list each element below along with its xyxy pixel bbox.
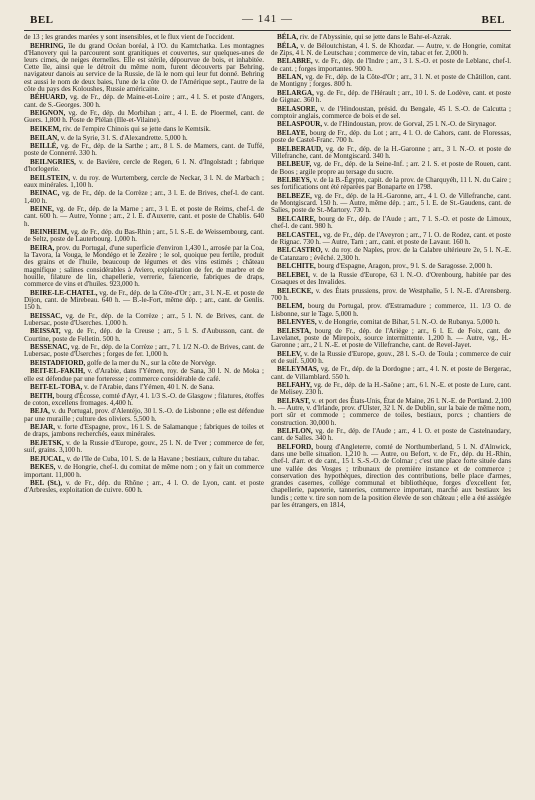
dictionary-entry bbox=[24, 126, 264, 133]
entry-text: v. de Béloutchistan, 4 l. S. de Khozdar. — Autre, v. de Hongrie, comitat de Zips, 4 l. N. de Leutschau ; commerce de vin, tabac et fer. 2,000 h. bbox=[271, 41, 511, 57]
entry-text: v. de la Russie d'Europe, 63 l. N.-O. d'Orenbourg, habitée par des Cosaques et des Invalides. bbox=[271, 270, 511, 287]
page-number: — 141 — bbox=[242, 13, 293, 25]
entry-text: vg. de Fr., dép. de la Corrèze ; arr., 7 l. 1/2 N.-O. de Brives, cant. de Lubersac, poste d'Userches ; forges de fer. 1,000 h. bbox=[24, 343, 264, 359]
dictionary-entry bbox=[24, 424, 264, 438]
dictionary-entry bbox=[271, 366, 511, 380]
entry-text: v. de Hongrie, chef-l. du comitat de même nom ; on y fait un commerce important. 11,000 h. bbox=[24, 463, 264, 479]
dictionary-entry bbox=[271, 216, 511, 230]
entry-headword: BELBERAUD, bbox=[277, 144, 323, 153]
entry-text: vg. de Fr., dép. de la Marne ; arr., 3 l. E. et poste de Reims, chef-l. de cant. 600 h. — Autre, Yonne ; arr., 2 l. E. d'Auxerre, cant. et poste de Chablis. 640 h. bbox=[24, 205, 264, 228]
entry-headword: BEKES, bbox=[30, 463, 56, 472]
entry-headword: BELARGA, bbox=[277, 88, 314, 97]
entry-text: de 13 ; les grandes marées y sont insensibles, et le flux vient de l'occident. bbox=[24, 33, 235, 41]
entry-headword: BEINAC, bbox=[30, 189, 60, 198]
entry-text: v. de Fr., dép. de l'Indre ; arr., 3 l. S.-O. et poste de Leblanc, chef-l. de cant. ; forges importantes. 900 h. bbox=[271, 57, 511, 73]
page-columns bbox=[24, 34, 511, 510]
entry-headword: BEINE, bbox=[30, 205, 54, 214]
header-right-keyword: BEL bbox=[481, 14, 505, 26]
header-left-keyword: BEL bbox=[30, 14, 54, 26]
entry-text: v. de la B.-Égypte, capit. de la prov. de Charquyéh, 11 l. N. du Caire ; ses fortifications ont été réparées par Bonaparte en 1798. bbox=[271, 176, 511, 192]
entry-headword: BELBEZE, bbox=[277, 191, 312, 200]
entry-headword: BELFORD, bbox=[277, 442, 314, 451]
entry-headword: BELAYE, bbox=[277, 128, 308, 137]
entry-text: vg. de Fr., dép. du Bas-Rhin ; arr., 5 l. S.-E. de Weissembourg, cant. de Seltz, poste de Lauterbourg. 1,000 h. bbox=[24, 228, 264, 244]
entry-headword: BEJA, bbox=[30, 407, 50, 416]
entry-text: vg. de Fr., dép. de la H.-Garonne, arr., 4 l. O. de Villefranche, cant. de Montgiscard. 150 h. — Autre, même dép. ; arr., 5 l. E. de St.-Gaudens, cant. de Salies, poste de St.-Martory. 730 h. bbox=[271, 191, 511, 215]
dictionary-entry bbox=[24, 135, 264, 142]
entry-headword: BEISTADFIORD, bbox=[30, 358, 86, 367]
entry-text: vg. de Fr., dép. du Morbihan ; arr., 4 l. E. de Ploermel, cant. de Guers. 1,800 h. Poste de Plélan (Ille-et-Vilaine). bbox=[24, 109, 264, 125]
entry-text: v. d'Arabie, dans l'Yémen, roy. de Sana, 30 l. N. de Moka ; elle est défendue par une forteresse ; commerce considérable de café. bbox=[24, 367, 265, 383]
dictionary-entry bbox=[271, 43, 511, 57]
entry-headword: BÉHUARD, bbox=[30, 93, 68, 102]
entry-headword: BELENYES, bbox=[277, 318, 317, 327]
entry-headword: BEISSAC, bbox=[30, 311, 63, 320]
entry-text: bourg d'Écosse, comté d'Ayr, 4 l. 1/3 S.-O. de Glasgow ; filatures, étoffes de coton, excellens fromages. 4,400 h. bbox=[24, 391, 265, 407]
dictionary-entry bbox=[24, 360, 264, 367]
entry-text: vg. de Fr., dép. de l'Hérault ; arr., 10 l. S. de Lodève, cant. et poste de Gignac. 360 h. bbox=[271, 88, 511, 105]
dictionary-entry bbox=[271, 351, 511, 365]
entry-text: vg. de Fr., dép. de la H.-Garonne ; arr., 3 l. N.-O. et poste de Villefranche, cant. de Montgiscard. 340 h. bbox=[271, 144, 511, 160]
dictionary-entry bbox=[24, 464, 264, 478]
dictionary-entry bbox=[271, 428, 511, 442]
entry-text: bourg d'Angleterre, comté de Northumberland, 5 l. N. d'Alnwick, dans une belle situation. 1,210 h. — Autre, ou Befort, v. de Fr., dép. du H.-Rhin, chef-l. d'arr. et de cant., 15 l. S.-S.-O. de Colmar ; c'est une place forte située dans une vallée des Vosges ; tribunaux de première instance et de commerce ; conservation des hypothèques, direction des contributions, belle place d'armes, grandes casernes, collége communal et bibliothèque, forges d'excellent fer, chapellerie, papeterie, tanneries, commerce important, marché aux bestiaux les lundis ; cette v. tire son nom de la position élevée de son château ; elle a été assiégée par les étrangers, en 1814, bbox=[271, 442, 511, 509]
entry-text: prov. du Portugal, d'une superficie d'environ 1,430 l., arrosée par la Coa, la Tavora, la Vouga, le Mondégo et le Zezère ; le sol, quoique peu fertile, produit des grains et de l'huile, beaucoup de légumes et des vins estimés ; château magnifique ; salines considérables à Aviero, exploitation de fer, de marbre et de houille, filature de lin, chapellerie, verrerie, faïencerie, fabriques de draps, commerce de vins et d'huiles. 923,000 h. bbox=[24, 243, 265, 289]
entry-headword: BÉLA, bbox=[277, 41, 299, 50]
entry-headword: BELEBEI, bbox=[277, 270, 310, 279]
dictionary-entry bbox=[24, 440, 264, 454]
entry-headword: BELCASTEL, bbox=[277, 230, 322, 239]
dictionary-entry bbox=[24, 480, 264, 494]
entry-text: v. de la Russie d'Europe, gouv., 28 l. S.-O. de Toula ; commerce de cuir et de suif. 5,000 h. bbox=[271, 349, 511, 365]
entry-headword: BEIKEM, bbox=[30, 125, 61, 133]
dictionary-entry bbox=[271, 398, 511, 427]
entry-text: île du grand Océan boréal, à l'O. du Kamtchatka. Les montagnes d'Hanovery qui la parcourent sont granitiques et couvertes, sur quelques-unes de leurs cimes, de neiges éternelles. Elle est stérile, dépourvue de bois, et inhabitée. Cette île, ainsi que le détroit du même nom, furent découverts par Behring, navigateur danois au service de la Russie, de là le nom qui leur fut donné. Behring est aussi le nom de deux baies, l'une de la côte O. de l'Amérique sept., l'autre de la côte du pays des Koloushes, Russie américaine. bbox=[24, 41, 265, 93]
entry-headword: BEIT-EL-FAKIH, bbox=[30, 367, 85, 376]
entry-text: bourg de Fr., dép. de l'Ariège ; arr., 6 l. E. de Foix, cant. de Lavelanet, poste de Mirepoix, source intermittente. 1,200 h. — Autre, vg., H.-Garonne ; arr., 2 l. N.-E. et poste de Villefranche, cant. de Revel-Jayet. bbox=[271, 326, 511, 350]
right-column bbox=[271, 34, 511, 510]
dictionary-entry bbox=[24, 328, 264, 342]
entry-text: v. de Bavière, cercle de Regen, 6 l. N. d'Ingolstadt ; fabrique d'horlogerie. bbox=[24, 157, 264, 174]
entry-headword: BELCASTRO, bbox=[277, 246, 323, 255]
dictionary-entry bbox=[271, 232, 511, 246]
entry-headword: BELASPOUR, bbox=[277, 120, 323, 129]
entry-headword: BEIGNON, bbox=[30, 109, 66, 118]
dictionary-entry bbox=[271, 272, 511, 286]
dictionary-entry bbox=[271, 177, 511, 191]
entry-headword: BEILSTEIN, bbox=[30, 173, 71, 182]
entry-text: vg. de Fr., dép. de la Côte-d'Or ; arr., 3 l. N. et poste de Châtillon, cant. de Montigny ; forges. 800 h. bbox=[271, 73, 512, 89]
entry-text: vg. de Fr., dép. de la Creuse ; arr., 5 l. S. d'Aubusson, cant. de Courtine, poste de Felletin. 500 h. bbox=[24, 327, 265, 343]
dictionary-entry bbox=[24, 384, 264, 391]
entry-headword: BELEYMAS, bbox=[277, 365, 319, 374]
dictionary-entry bbox=[271, 121, 511, 128]
entry-text: v. de l'Arabie, dans l'Yémen, 40 l. N. de Sana. bbox=[84, 383, 215, 392]
entry-text: v. du roy. de Wurtemberg, cercle de Neckar, 3 l. N. de Marbach ; eaux minérales. 1,100 h. bbox=[24, 173, 264, 189]
dictionary-entry bbox=[24, 110, 264, 124]
dictionary-entry bbox=[271, 161, 511, 175]
dictionary-entry bbox=[24, 245, 264, 288]
entry-headword: BEIT-EL-TOBA, bbox=[30, 383, 83, 392]
dictionary-entry bbox=[24, 290, 264, 312]
entry-text: vg. de Fr., dép. de la Côte-d'Or ; arr., 3 l. N.-E. et poste de Dijon, cant. de Mirebeau. 640 h. — B.-le-Fort, même dép. ; arr., cant. de Genlis. 150 h. bbox=[24, 288, 264, 312]
dictionary-entry bbox=[24, 190, 264, 204]
entry-headword: BEIRA, bbox=[30, 243, 55, 252]
entry-headword: BEITH, bbox=[30, 391, 55, 400]
dictionary-entry bbox=[271, 303, 511, 317]
entry-text: bourg du Portugal, prov. d'Estramadure ; commerce, 11. 1/3 O. de Lisbonne, sur le Tage. 5,000 h. bbox=[271, 302, 511, 318]
entry-headword: BELBEYS, bbox=[277, 176, 312, 185]
page-header bbox=[24, 12, 511, 31]
entry-headword: BEISSAT, bbox=[30, 327, 61, 336]
entry-text: v. de la Russie d'Europe, gouv., 25 l. N. de Tver ; commerce de fer, suif, grains. 3,100 h. bbox=[24, 439, 264, 455]
dictionary-entry bbox=[24, 175, 264, 189]
entry-text: v. de Fr., dép. du Rhône ; arr., 4 l. O. de Lyon, cant. et poste d'Arbresles, exploitation de cuivre. 600 h. bbox=[24, 479, 265, 495]
dictionary-entry bbox=[24, 43, 264, 94]
dictionary-entry bbox=[271, 58, 511, 72]
entry-text: v. de l'Hindoustan, prov. de Gorval, 25 l. N.-O. de Sirynagor. bbox=[323, 120, 497, 129]
entry-text: v. des États prussiens, prov. de Westphalie, 5 l. N.-E. d'Arensberg. 700 h. bbox=[271, 286, 511, 302]
entry-headword: BEIRE-LE-CHATEL, bbox=[30, 288, 98, 297]
entry-headword: BELECKE, bbox=[277, 286, 314, 295]
entry-headword: BESSENAC, bbox=[30, 343, 70, 352]
dictionary-entry bbox=[271, 328, 511, 350]
entry-headword: BEJETSK, bbox=[30, 439, 64, 448]
entry-headword: BEJUCAL, bbox=[30, 454, 65, 463]
entry-text: v. du Portugal, prov. d'Alentéjo, 30 l. S.-O. de Lisbonne ; elle est défendue par une muraille ; culture des oliviers. 5,500 h. bbox=[24, 407, 264, 423]
dictionary-entry bbox=[24, 456, 264, 463]
entry-headword: BELCAIRE, bbox=[277, 214, 316, 223]
entry-text: bourg de Fr., dép. de l'Aude ; arr., 7 l. S.-O. et poste de Limoux, chef-l. de cant. 980 h. bbox=[271, 214, 511, 231]
dictionary-entry bbox=[24, 94, 264, 108]
entry-text: bourg d'Espagne, Aragon, prov., 9 l. S. de Saragosse. 2,000 h. bbox=[317, 262, 493, 271]
dictionary-entry bbox=[271, 263, 511, 270]
dictionary-entry bbox=[24, 393, 264, 407]
dictionary-entry bbox=[24, 408, 264, 422]
entry-text: riv. de l'Abyssinie, qui se jette dans le Bahr-el-Azrak. bbox=[299, 33, 452, 41]
dictionary-entry bbox=[271, 34, 511, 41]
entry-text: v. du roy. de Naples, prov. de la Calabre ultérieure 2e, 5 l. N.-E. de Catanzaro ; évêché. 2,300 h. bbox=[271, 246, 512, 262]
entry-text: riv. de l'empire Chinois qui se jette dans le Kemtsik. bbox=[62, 125, 211, 133]
dictionary-entry bbox=[271, 288, 511, 302]
dictionary-entry bbox=[24, 229, 264, 243]
entry-text: bourg de Fr., dép. du Lot ; arr., 4 l. O. de Cahors, cant. de Floressas, poste de Castel-Franc. 700 h. bbox=[271, 128, 511, 145]
dictionary-entry bbox=[271, 74, 511, 88]
entry-text: vg. de Fr., dép. de la H.-Saône ; arr., 6 l. N.-E. et poste de Lure, cant. de Melisey. 230 h. bbox=[271, 381, 511, 397]
entry-text: vg. de Fr., dép. de l'Aude ; arr., 4 l. O. et poste de Castelnaudary, cant. de Salles. 340 h. bbox=[271, 427, 512, 443]
dictionary-entry bbox=[271, 130, 511, 144]
dictionary-entry bbox=[24, 368, 264, 382]
entry-text: vg. de Fr., dép. de l'Aveyron ; arr., 7 l. O. de Rodez, cant. et poste de Rignac. 730 h. — Autre, Tarn ; arr., cant. et poste de Lavaur. 160 h. bbox=[271, 230, 511, 246]
entry-headword: BELCHITE, bbox=[277, 262, 316, 271]
entry-text: v. forte d'Espagne, prov., 16 l. S. de Salamanque ; fabriques de toiles et de draps, jambons recherchés, eaux minérales. bbox=[24, 423, 264, 439]
entry-headword: BELFAST, bbox=[277, 396, 311, 405]
entry-headword: BEILNGRIES, bbox=[30, 157, 76, 166]
entry-headword: BELBEUF, bbox=[277, 160, 312, 169]
left-column bbox=[24, 34, 264, 510]
entry-text: vg. de Fr., dép. de la Sarthe ; arr., 8 l. S. de Mamers, cant. de Tuffé, poste de Connerré. 330 h. bbox=[24, 142, 264, 158]
dictionary-entry bbox=[24, 313, 264, 327]
dictionary-entry bbox=[271, 106, 511, 120]
entry-headword: BEILAN, bbox=[30, 133, 59, 142]
entry-text: vg. de Fr., dép. de la Corrèze ; arr., 3 l. E. de Brives, chef-l. de cant. 1,400 h. bbox=[24, 189, 264, 205]
dictionary-entry bbox=[24, 34, 264, 41]
entry-headword: BEINHEIM, bbox=[30, 228, 69, 237]
dictionary-entry bbox=[271, 444, 511, 509]
entry-headword: BELABRE, bbox=[277, 57, 313, 66]
dictionary-entry bbox=[24, 206, 264, 228]
dictionary-entry bbox=[271, 193, 511, 215]
entry-headword: BEHRING, bbox=[30, 41, 66, 50]
dictionary-entry bbox=[271, 382, 511, 396]
entry-headword: BELEV, bbox=[277, 349, 302, 358]
entry-text: vg. de Fr., dép. de Maine-et-Loire ; arr., 4 l. S. et poste d'Angers, cant. de S.-Georges. 300 h. bbox=[24, 93, 264, 109]
dictionary-entry bbox=[24, 143, 264, 157]
dictionary-entry bbox=[271, 319, 511, 326]
entry-headword: BELAN, bbox=[277, 73, 304, 82]
entry-headword: BEILLÉ, bbox=[30, 142, 59, 151]
entry-headword: BELESTA, bbox=[277, 326, 311, 335]
entry-headword: BEL (St.), bbox=[30, 479, 63, 488]
entry-headword: BELASORE, bbox=[277, 104, 318, 113]
entry-headword: BELFAHY, bbox=[277, 381, 312, 390]
entry-text: v. de l'Hindoustan, présid. du Bengale, 45 l. S.-O. de Calcutta ; comptoir anglais, commerce de bois et de sel. bbox=[271, 104, 511, 120]
entry-text: vg. de Fr., dép. de la Seine-Inf. ; arr. 2 l. S. et poste de Rouen, cant. de Boos ; argile propre au tersage du sucre. bbox=[271, 160, 511, 176]
entry-headword: BÉLA, bbox=[277, 33, 299, 41]
dictionary-entry bbox=[271, 90, 511, 104]
entry-text: v. de Hongrie, comitat de Bihar, 5 l. N.-O. de Rubanya. 5,000 h. bbox=[318, 318, 500, 327]
entry-text: golfe de la mer du N., sur la côte de Norvège. bbox=[87, 358, 217, 367]
entry-text: v. de l'île de Cuba, 10 l. S. de la Havane ; bestiaux, culture du tabac. bbox=[66, 454, 260, 463]
dictionary-entry bbox=[24, 344, 264, 358]
entry-text: v. de la Syrie, 3 l. S. d'Alexandrette. 5,000 h. bbox=[60, 133, 188, 142]
entry-text: vg. de Fr., dép. de la Dordogne ; arr., 4 l. N. et poste de Bergerac, cant. de Villamblard. 550 h. bbox=[271, 365, 511, 381]
dictionary-entry bbox=[271, 247, 511, 261]
dictionary-entry bbox=[24, 159, 264, 173]
dictionary-entry bbox=[271, 146, 511, 160]
entry-headword: BEJAR, bbox=[30, 423, 56, 432]
entry-text: vg. de Fr., dép. de la Corrèze ; arr., 5 l. N. de Brives, cant. de Lubersac, poste d'Userches. 1,000 h. bbox=[24, 311, 264, 327]
entry-headword: BELFLON, bbox=[277, 427, 313, 436]
entry-headword: BELEM, bbox=[277, 302, 305, 311]
entry-text: v. et port des États-Unis, État de Maine, 26 l. N.-E. de Portland. 2,100 h. — Autre, v. d'Irlande, prov. d'Ulster, 32 l. N. de Dublin, sur la baie de même nom, port sûr et commode ; commerce de toiles, bestiaux, porcs ; chantiers de construction. 30,000 h. bbox=[271, 396, 511, 427]
